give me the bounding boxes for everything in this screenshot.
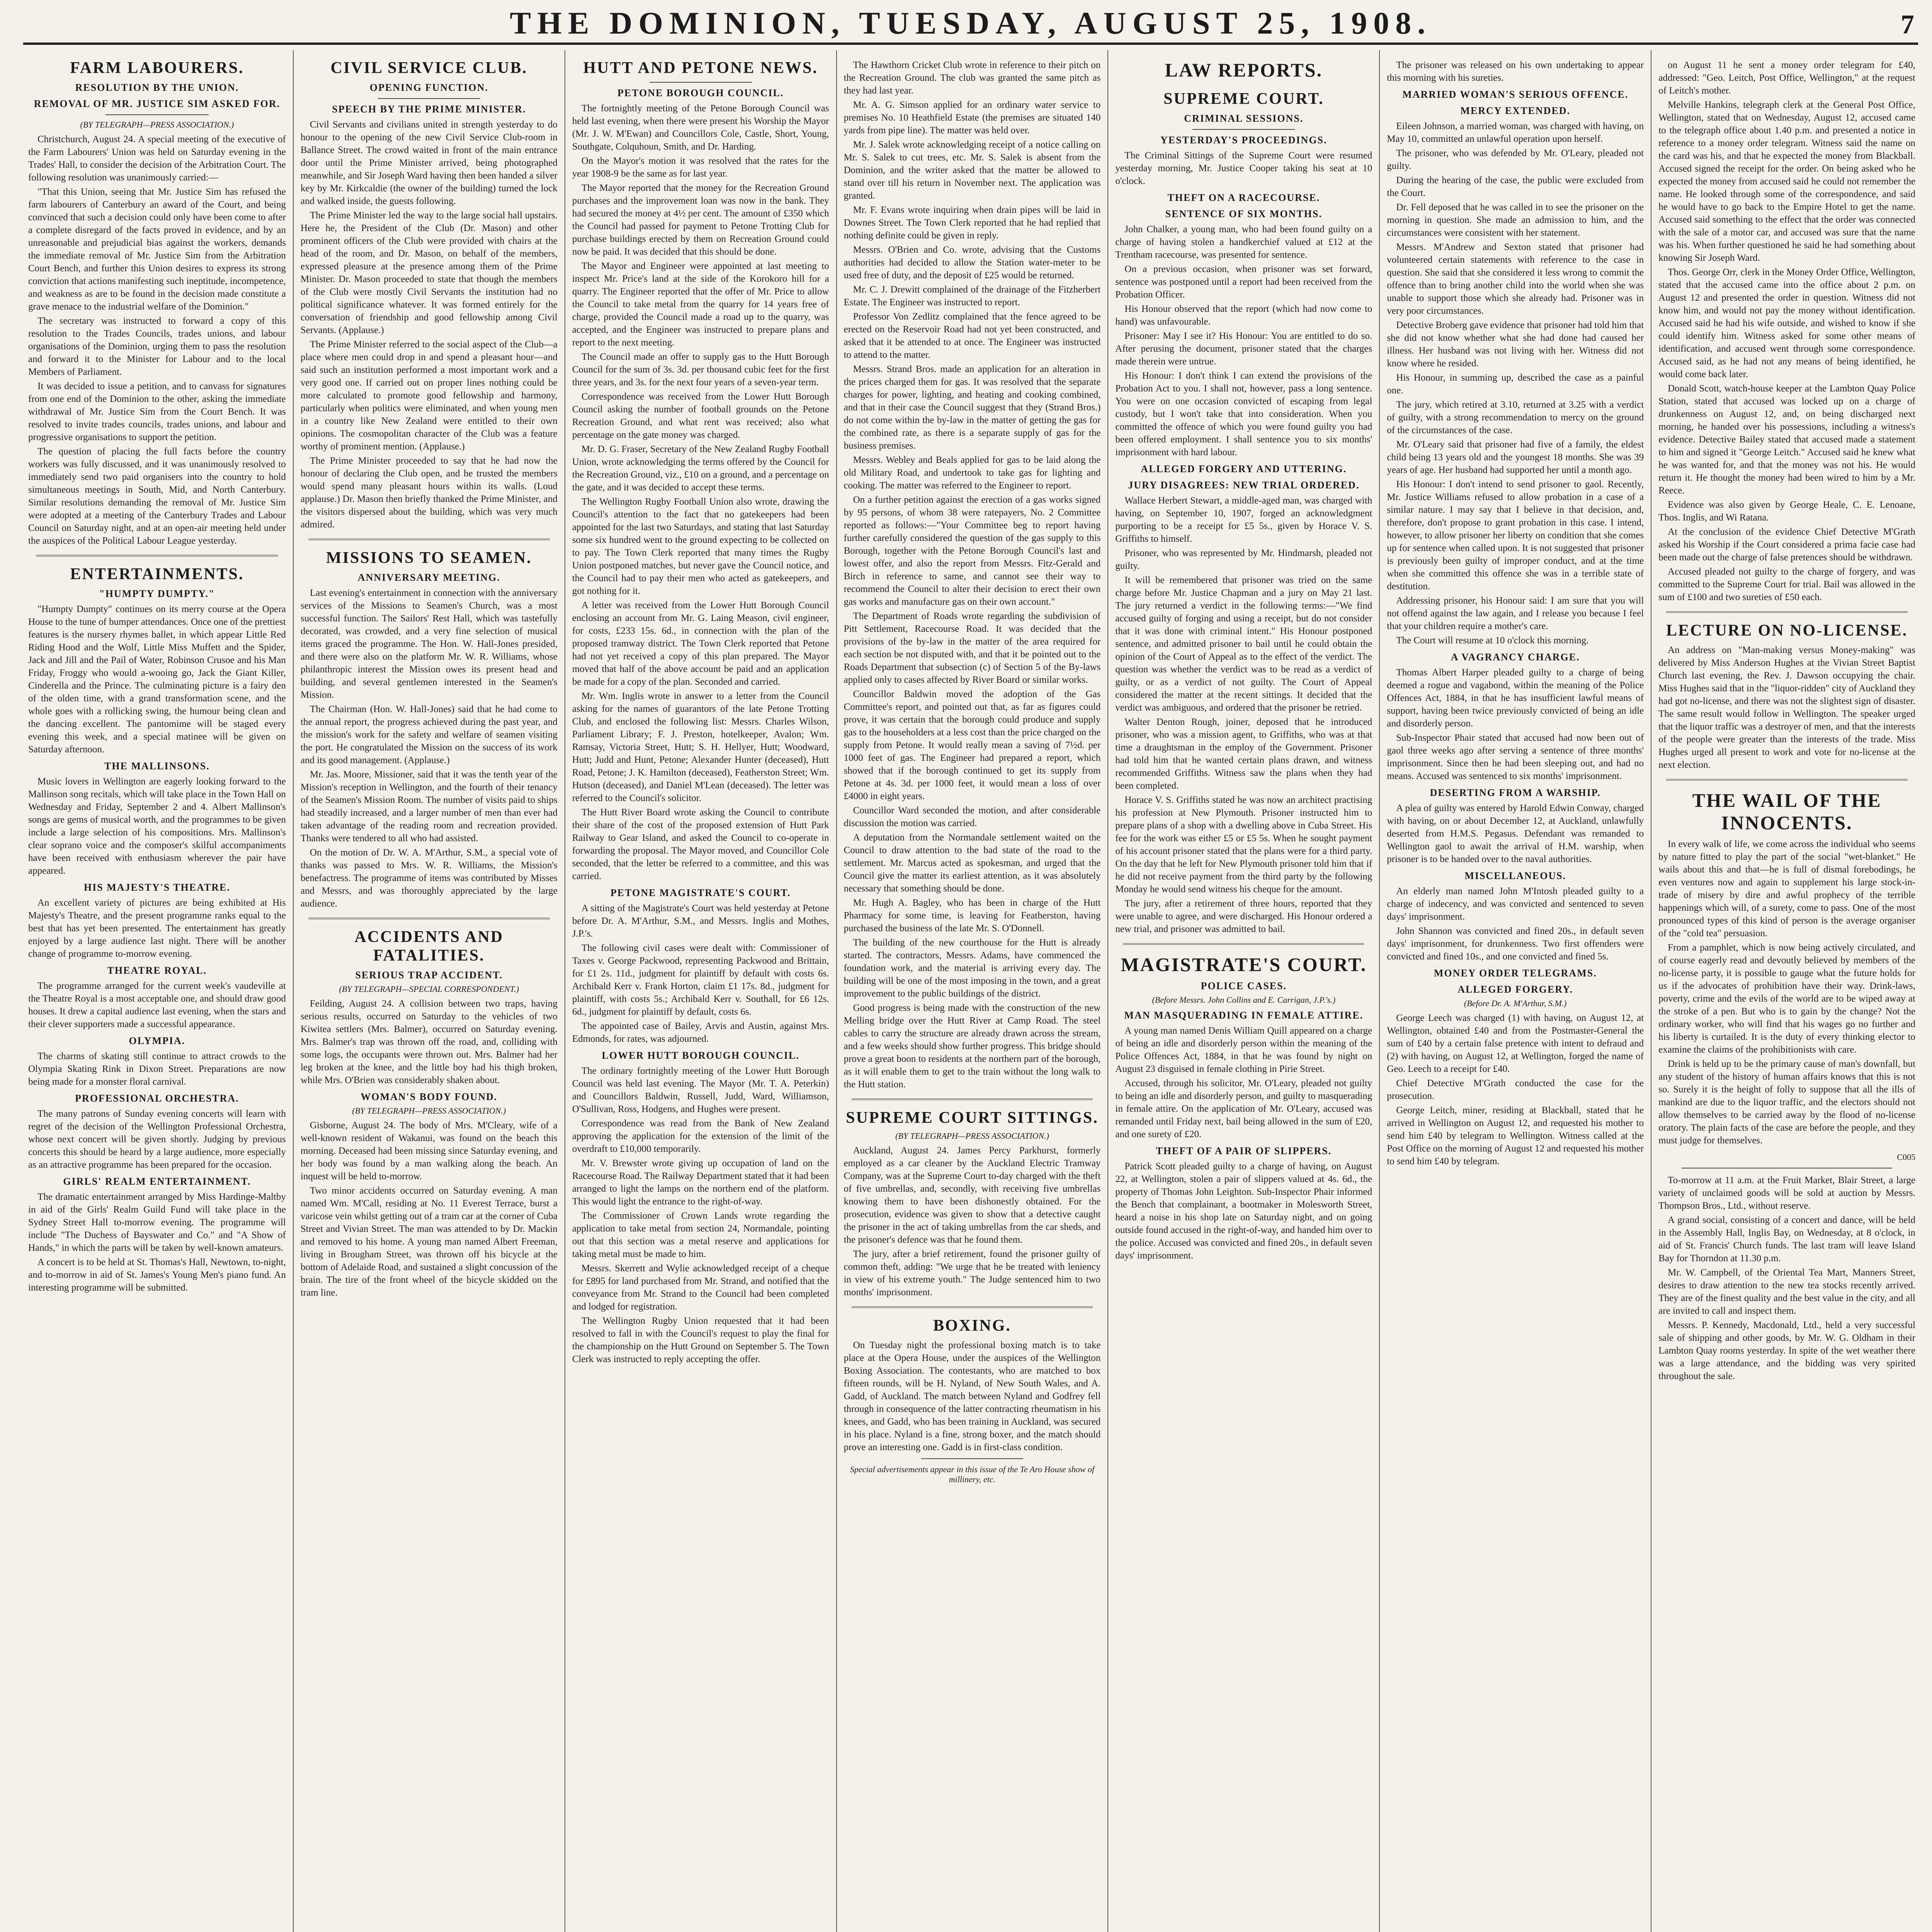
paragraph: Messrs. Webley and Beals applied for gas to be laid along the old Military Road, and undertook to take gas for lighting and cooking. The matter was referred to the Engineer to report.: [844, 455, 1101, 491]
subhead: MAN MASQUERADING IN FEMALE ATTIRE.: [1124, 1010, 1364, 1021]
paragraph: Accused pleaded not guilty to the charge of forgery, and was committed to the Supreme Court for trial. Bail was allowed in the sum of £100 and two sureties of £50 each.: [1658, 566, 1915, 602]
subhead: SENTENCE OF SIX MONTHS.: [1165, 208, 1322, 219]
paragraph: The Wellington Rugby Union requested that it had been resolved to fall in with the Council's request to play the final for the championship on the Hutt Ground on September 5. The Town Clerk was instructed to reply accepting the offer.: [572, 1316, 829, 1364]
headline-lecture-no-license: LECTURE ON NO-LICENSE.: [1666, 622, 1908, 639]
paragraph: Chief Detective M'Grath conducted the case for the prosecution.: [1387, 1078, 1644, 1101]
headline-hutt-petone: HUTT AND PETONE NEWS.: [583, 59, 818, 77]
paragraph: The fortnightly meeting of the Petone Borough Council was held last evening, when there were present his Worship the Mayor (Mr. J. W. M'Ewan) and Councillors Cole, Castle, Short, Young, Southgate, Colquhoun, Smith, and Dr. Harding.: [572, 103, 829, 152]
subhead: THEATRE ROYAL.: [107, 965, 207, 976]
paragraph: The Commissioner of Crown Lands wrote regarding the application to take metal from section 24, Normandale, pointing out that this section was a metal reserve and applications for taking metal must be made to him.: [572, 1211, 829, 1259]
paragraph: Detective Broberg gave evidence that prisoner had told him that she did not know whether what she had done had caused her illness. Her husband was not living with her. Witness did not know where he resided.: [1387, 320, 1644, 369]
divider: [105, 114, 209, 115]
paragraph: Mr. V. Brewster wrote giving up occupation of land on the Racecourse Road. The Railway Department stated that it had been arranged to light the lamps on the northern end of the platform. This would light the entrance to the right-of-way.: [572, 1158, 829, 1207]
divider: [852, 1306, 1093, 1308]
subhead: THEFT ON A RACECOURSE.: [1167, 192, 1320, 203]
paragraph: It was decided to issue a petition, and to canvass for signatures from one end of the Dominion to the other, asking the immediate withdrawal of Mr. Justice Sim from the Court Bench. It was resolved to invite trades councils, trades unions, and labour and progressive organisations to support the petition.: [28, 381, 286, 442]
paragraph: To-morrow at 11 a.m. at the Fruit Market, Blair Street, a large variety of unclaimed goods will be sold at auction by Messrs. Thompson Bros., Ltd., without reserve.: [1658, 1175, 1915, 1211]
subhead: CRIMINAL SESSIONS.: [1184, 113, 1304, 124]
paragraph: George Leitch, miner, residing at Blackball, stated that he arrived in Wellington on August 12, and requested his mother to send him £40 by telegram to Wellington. Witness called at the Post Office on the morning of August 12 and requested his mother to send him £40 by telegram.: [1387, 1105, 1644, 1167]
paragraph: The Wellington Rugby Football Union also wrote, drawing the Council's attention to the fact that no gatekeepers had been appointed for the last two Saturdays, and stating that last Saturday some six hundred went to the ground expecting to be collected on to pay. The Town Clerk reported that many times the Rugby Union postponed matches, but never gave the Council notice, and the Council had to pay their men who acted as gatekeepers, and got nothing for it.: [572, 497, 829, 596]
headline-supreme-court-sittings: SUPREME COURT SITTINGS.: [846, 1109, 1099, 1127]
paragraph: A concert is to be held at St. Thomas's Hall, Newtown, to-night, and to-morrow in aid of St. James's Young Men's piano fund. An interesting programme will be submitted.: [28, 1257, 286, 1293]
paragraph: The Criminal Sittings of the Supreme Court were resumed yesterday morning, Mr. Justice Cooper taking his seat at 10 o'clock.: [1115, 150, 1372, 186]
paragraph: On a previous occasion, when prisoner was set forward, sentence was postponed until a report had been received from the Probation Officer.: [1115, 264, 1372, 300]
paragraph: The following civil cases were dealt with: Commissioner of Taxes v. George Packwood, representing Packwood and Brittain, for £1 2s. 11d., judgment for plaintiff by default with costs 6s. Archibald Kerr v. Frank Horton, claim £1 17s. 8d., judgment for plaintiff, with costs 5s.; Archibald Kerr v. Southall, for £6 12s. 6d., judgment for plaintiff by default, costs 6s.: [572, 943, 829, 1017]
paragraph: The Hawthorn Cricket Club wrote in reference to their pitch on the Recreation Ground. The club was granted the same pitch as they had last year.: [844, 60, 1101, 96]
headline-civil-service-club: CIVIL SERVICE CLUB.: [330, 59, 528, 77]
paragraph: The building of the new courthouse for the Hutt is already started. The contractors, Messrs. Adams, have commenced the foundation work, and the material is arriving every day. The building will be one of the most imposing in the town, and a great improvement to the public buildings of the district.: [844, 937, 1101, 999]
paragraph: The appointed case of Bailey, Arvis and Austin, against Mrs. Edmonds, for rates, was adjourned.: [572, 1021, 829, 1044]
paragraph: Mr. J. Salek wrote acknowledging receipt of a notice calling on Mr. S. Salek to cut trees, etc. Mr. S. Salek is absent from the Dominion, and the writer asked that the matter be allowed to stand over till his return in November next. The application was granted.: [844, 139, 1101, 201]
divider: [852, 1099, 1093, 1100]
paragraph: Councillor Ward seconded the motion, and after considerable discussion the motion was carried.: [844, 805, 1101, 828]
paragraph: A deputation from the Normandale settlement waited on the Council to draw attention to the bad state of the road to the settlement. Mr. Marcus acted as spokesman, and urged that the Council give the matter its earliest attention, as it was absolutely necessary that something should be done.: [844, 832, 1101, 894]
paragraph: Last evening's entertainment in connection with the anniversary services of the Missions to Seamen's Church, was a most successful function. The Sailors' Rest Hall, which was tastefully decorated, was crowded, and a very fine selection of musical items graced the programme. The Hon. W. Hall-Jones presided, and there were also on the platform Mr. W. R. Williams, whose philanthropic interest the Mission owes its present head and building, and several gentlemen interested in the Seamen's Mission.: [300, 588, 558, 700]
paragraph: The programme arranged for the current week's vaudeville at the Theatre Royal is a most acceptable one, and should draw good houses. It drew a capital audience last evening, when the stars and their clever supporters made a successful appearance.: [28, 981, 286, 1029]
paragraph: On the motion of Dr. W. A. M'Arthur, S.M., a special vote of thanks was passed to Mrs. W. R. Williams, the Mission's benefactress. The programme of items was contributed by Misses and Messrs, and was thoroughly appreciated by the large audience.: [300, 847, 558, 909]
paragraph: Professor Von Zedlitz complained that the fence agreed to be erected on the Reservoir Road had not yet been constructed, and asked that it be attended to at once. The Engineer was instructed to attend to the matter.: [844, 311, 1101, 360]
divider: [921, 1458, 1024, 1459]
paragraph: On a further petition against the erection of a gas works signed by 95 persons, of whom 38 were ratepayers, No. 2 Committee reported as follows:—"Your Committee beg to report having further carefully considered the question of the gas supply to this Borough, together with the Petone Borough Council's last and lowest offer, and also the report from Messrs. Fitz-Gerald and Birch in reference to same, and cannot see their way to recommend the Council to alter their decision to erect their own gas works and manufacture gas on their own account.": [844, 495, 1101, 607]
subhead: RESOLUTION BY THE UNION.: [75, 82, 239, 93]
paragraph: A plea of guilty was entered by Harold Edwin Conway, charged with having, on or about December 12, at Auckland, unlawfully deserted from H.M.S. Pegasus. Defendant was remanded to Wellington gaol to await the arrival of H.M. warship, when prisoner is to be handed over to the naval authorities.: [1387, 803, 1644, 864]
headline-entertainments: ENTERTAINMENTS.: [70, 565, 244, 583]
paragraph: on August 11 he sent a money order telegram for £40, addressed: "Geo. Leitch, Post Office, Wellington," at the request of Leitch's mother.: [1658, 60, 1915, 96]
paragraph: Eileen Johnson, a married woman, was charged with having, on May 10, committed an unlawful operation upon herself.: [1387, 121, 1644, 144]
paragraph: A grand social, consisting of a concert and dance, will be held in the Assembly Hall, Inglis Bay, on Wednesday, at 8 o'clock, in aid of St. Francis' Church funds. The last tram will leave Island Bay for Thorndon at 11.30 p.m.: [1658, 1215, 1915, 1264]
subhead: JURY DISAGREES: NEW TRIAL ORDERED.: [1128, 480, 1360, 491]
paragraph: Auckland, August 24. James Percy Parkhurst, formerly employed as a car cleaner by the Auckland Electric Tramway Company, was at the Supreme Court to-day charged with the theft of five umbrellas, and, secondly, with receiving five umbrellas knowing them to have been dishonestly obtained. For the prosecution, evidence was given to show that a detective caught the prisoner in the act of taking umbrellas from the car sheds, and the prisoner's defence was that he found them.: [844, 1145, 1101, 1245]
byline: (BY TELEGRAPH—PRESS ASSOCIATION.): [80, 120, 234, 129]
paragraph: It will be remembered that prisoner was tried on the same charge before Mr. Justice Chapman and a jury on May 21 last. The jury returned a verdict in the following terms:—"We find accused guilty of forging and using a receipt, but do not consider that it was done with criminal intent." His Honour postponed sentence, and admitted prisoner to bail until he could obtain the opinion of the Court of Appeal as to the effect of the verdict. The question was whether the verdict was to be read as a verdict of guilty, or as a verdict of not guilty. The Court of Appeal considered the matter at the recent sittings. It decided that the verdict was ambiguous, and ordered that the prisoner be retried.: [1115, 575, 1372, 713]
paragraph: Councillor Baldwin moved the adoption of the Gas Committee's report, and pointed out that, as far as figures could prove, it was certain that the borough could produce and supply gas to the householders at a less cost than the price charged on the supply from Petone. It would really mean a saving of 7½d. per 1000 feet of gas. The Engineer had prepared a report, which showed that if the borough continued to get its supply from Petone at 4s. 3d. per 1000 feet, it would mean a loss of over £4000 in eight years.: [844, 689, 1101, 801]
subhead: ALLEGED FORGERY AND UTTERING.: [1141, 463, 1347, 474]
paragraph: Mr. C. J. Drewitt complained of the drainage of the Fitzherbert Estate. The Engineer was instructed to report.: [844, 284, 1101, 308]
headline-boxing: BOXING.: [933, 1317, 1011, 1335]
paragraph: "Humpty Dumpty" continues on its merry course at the Opera House to the tune of bumper attendances. Once one of the prettiest features is the nursery rhymes ballet, in which appear Little Red Riding Hood and the Wolf, Little Miss Muffett and the Spider, Jack and Jill and the Pail of Water, Robinson Crusoe and his Man Friday, Froggy who would a-wooing go, Jack the Giant Killer, Cinderella and the Prince. The culminating picture is a fairy den of the olden time, with a grand transformation scene, and the whole goes with a rollicking swing, the humour being clean and the dancing excellent. The pantomime will be staged every evening this week, and a special matinee will be given on Saturday afternoon.: [28, 604, 286, 755]
masthead-title: THE DOMINION, TUESDAY, AUGUST 25, 1908.: [510, 5, 1432, 41]
paragraph: George Leech was charged (1) with having, on August 12, at Wellington, obtained £40 and from the Postmaster-General the sum of £40 by a certain false pretence with intent to defraud and (2) with having, on August 12, at Wellington, forged the name of Geo. Leech to a receipt for £40.: [1387, 1013, 1644, 1074]
column-1: [21, 50, 293, 1932]
byline: (Before Messrs. John Collins and E. Carrigan, J.P.'s.): [1152, 995, 1336, 1005]
paragraph: Prisoner, who was represented by Mr. Hindmarsh, pleaded not guilty.: [1115, 548, 1372, 571]
paragraph: Civil Servants and civilians united in strength yesterday to do honour to the opening of the new Civil Service Club-room in Ballance Street. The crowd waited in front of the main entrance door until the Prime Minister arrived, being photographed meanwhile, and Sir Joseph Ward having then been handed a silver key by Mr. Kirkcaldie (the owner of the building) turned the lock and walked inside, the guests following.: [300, 119, 558, 206]
paragraph: His Honour: I don't think I can extend the provisions of the Probation Act to you. I shall not, however, pass a long sentence. You were on one occasion convicted of escaping from legal custody, but I won't take that into consideration. When you committed the offence of which you were found guilty you had been offered employment. I shall sentence you to six months' imprisonment with hard labour.: [1115, 371, 1372, 457]
paragraph: The Hutt River Board wrote asking the Council to contribute their share of the cost of the proposed extension of Hutt Park Railway to Gear Island, and asked the Council to co-operate in forwarding the proposal. The Mayor moved, and Councillor Cole seconded, that the letter be referred to a committee, and this was carried.: [572, 807, 829, 881]
paragraph: Correspondence was read from the Bank of New Zealand approving the application for the extension of the limit of the overdraft to £10,000 temporarily.: [572, 1118, 829, 1154]
paragraph: The Prime Minister led the way to the large social hall upstairs. Here he, the President of the Club (Dr. Mason) and other prominent officers of the Club were provided with chairs at the head of the room, and Dr. Mason, on behalf of the members, expressed pleasure at the presence among them of the Prime Minister. Dr. Mason proceeded to state that though the members of the Club were mostly Civil Servants the institution had no political significance whatever. It was formed entirely for the conversation of friendship and good fellowship among Civil Servants. (Applause.): [300, 210, 558, 335]
paragraph: The Court will resume at 10 o'clock this morning.: [1396, 635, 1589, 646]
paragraph: His Honour: I don't intend to send prisoner to gaol. Recently, Mr. Justice Williams refused to allow probation in a case of a similar nature. I may say that I believe in that decision, and, therefore, don't propose to grant probation in this case. I intend, however, to allow prisoner her liberty on condition that she comes up for sentence when called upon. It is not suggested that prisoner is previously been guilty of improper conduct, and at the time when she committed this offence she was in a terrible state of destitution.: [1387, 479, 1644, 592]
column-2: [293, 50, 565, 1932]
paragraph: The secretary was instructed to forward a copy of this resolution to the Trades Councils, trades unions, and labour organisations of the Dominion, urging them to pass the resolution and forward it to the Minister for Labour and to the local Members of Parliament.: [28, 316, 286, 377]
paragraph: The Prime Minister proceeded to say that he had now the honour of declaring the Club open, and he trusted the members would spend many pleasant hours within its walls. (Loud applause.) Dr. Mason then briefly thanked the Prime Minister, and the visitors dispersed about the building, which was very much admired.: [300, 456, 558, 530]
paragraph: The jury, which retired at 3.10, returned at 3.25 with a verdict of guilty, with a strong recommendation to mercy on the ground of the circumstances of the case.: [1387, 400, 1644, 435]
paragraph: John Chalker, a young man, who had been found guilty on a charge of having stolen a handkerchief valued at £12 at the Trentham racecourse, was presented for sentence.: [1115, 224, 1372, 260]
paragraph: Mr. F. Evans wrote inquiring when drain pipes will be laid in Downes Street. The Town Clerk reported that he had replied that nothing definite could be given in reply.: [844, 205, 1101, 241]
subhead: A VAGRANCY CHARGE.: [1451, 651, 1580, 663]
paragraph: The prisoner was released on his own undertaking to appear this morning with his sureties.: [1387, 60, 1644, 83]
paragraph: Prisoner: May I see it? His Honour: You are entitled to do so. After perusing the document, prisoner stated that the charges made therein were untrue.: [1115, 331, 1372, 367]
headline-magistrates-court: MAGISTRATE'S COURT.: [1121, 954, 1367, 975]
subhead: WOMAN'S BODY FOUND.: [361, 1091, 498, 1102]
subhead: ANNIVERSARY MEETING.: [357, 572, 500, 583]
headline-missions-to-seamen: MISSIONS TO SEAMEN.: [326, 549, 532, 567]
headline-accidents: ACCIDENTS AND FATALITIES.: [354, 928, 504, 964]
paragraph: The jury, after a retirement of three hours, reported that they were unable to agree, and were discharged. His Honour ordered a new trial, and prisoner was admitted to bail.: [1115, 898, 1372, 934]
byline: (BY TELEGRAPH—PRESS ASSOCIATION.): [352, 1106, 506, 1116]
paragraph: From a pamphlet, which is now being actively circulated, and of course eagerly read and devoutly believed by members of the no-license party, it is possible to gauge what the future holds for us if the advocates of prohibition have their way. Drink-laws, poverty, crime and the evils of the world are to be wiped away at the stroke of a pen. But who is to gain by the change? Not the ordinary worker, who will find that his wages go no further and his liberty is curtailed. It is the duty of every thinking elector to examine the claims of the prohibitionists with care.: [1658, 942, 1915, 1055]
subhead: LOWER HUTT BOROUGH COUNCIL.: [602, 1050, 799, 1061]
subhead: DESERTING FROM A WARSHIP.: [1430, 787, 1601, 798]
divider: [1192, 129, 1295, 130]
paragraph: Good progress is being made with the construction of the new Melling bridge over the Hutt River at Camp Road. The steel cables to carry the structure are already drawn across the stream, and a few weeks should show further progress. This bridge should prove a great boon to residents at the northern part of the borough, as it will enable them to get to the train without the long walk to the Hutt station.: [844, 1003, 1101, 1090]
paragraph: A young man named Denis William Quill appeared on a charge of being an idle and disorderly person within the meaning of the Police Offences Act, 1884, in that he was found by night on August 23 disguised in female clothing in Pirie Street.: [1115, 1026, 1372, 1074]
subhead: ALLEGED FORGERY.: [1458, 984, 1573, 995]
paragraph: Mr. A. G. Simson applied for an ordinary water service to premises No. 10 Heathfield Estate (the premises are situated 140 yards from pipe line). The matter was held over.: [844, 100, 1101, 136]
subhead: PETONE MAGISTRATE'S COURT.: [610, 887, 791, 898]
paragraph: Music lovers in Wellington are eagerly looking forward to the Mallinson song recitals, which will take place in the Town Hall on Wednesday and Friday, September 2 and 4. Albert Mallinson's songs are gems of musical worth, and the programmes to be given include a large selection of his compositions. Mrs. Mallinson's clear soprano voice and the composer's skilful accompaniments have been received with enthusiasm wherever the pair have appeared.: [28, 776, 286, 876]
paragraph: Drink is held up to be the primary cause of man's downfall, but any student of the history of human affairs knows that this is not so. Surely it is the height of folly to suppose that all the ills of mankind are due to the liquor traffic, and the electors should not allow themselves to be carried away by the flood of no-license oratory. The plain facts of the case are before the people, and they must judge for themselves.: [1658, 1059, 1915, 1146]
paragraph: His Honour observed that the report (which had now come to hand) was unfavourable.: [1115, 304, 1372, 327]
paragraph: His Honour, in summing up, described the case as a painful one.: [1387, 372, 1644, 396]
paragraph: Messrs. O'Brien and Co. wrote, advising that the Customs authorities had decided to allow the Station water-meter to be used free of duty, and the deposit of £25 would be returned.: [844, 245, 1101, 281]
paragraph: Dr. Fell deposed that he was called in to see the prisoner on the morning in question. She made an admission to him, and the circumstances were consistent with her statement.: [1387, 202, 1644, 238]
subhead: MONEY ORDER TELEGRAMS.: [1434, 968, 1597, 979]
masthead: [23, 4, 1918, 45]
paragraph: "That this Union, seeing that Mr. Justice Sim has refused the farm labourers of Canterbury an award of the Court, and being convinced that such a decision could only have been come to after a complete disregard of the facts proved in evidence, and by an unreasonable and prejudicial bias against the workers, demands the immediate removal of Mr. Justice Sim from the Arbitration Court Bench, and further this Union desires to express its strong conviction that actions manifesting such ineptitude, incompetence, and weakness as are to be found in the decision made constitute a grave menace to the industrial welfare of the Dominion.": [28, 187, 286, 312]
paragraph: The ordinary fortnightly meeting of the Lower Hutt Borough Council was held last evening. The Mayor (Mr. T. A. Peterkin) and Councillors Baldwin, Russell, Judd, Ward, Williamson, O'Sullivan, Ross, Hodgens, and Hughes were present.: [572, 1066, 829, 1114]
page-number: 7: [1901, 10, 1914, 39]
subhead: THE MALLINSONS.: [104, 760, 210, 772]
paragraph: An elderly man named John M'Intosh pleaded guilty to a charge of indecency, and was convicted and sentenced to seven days' imprisonment.: [1387, 886, 1644, 922]
byline: (Before Dr. A. M'Arthur, S.M.): [1464, 998, 1567, 1008]
paragraph: Patrick Scott pleaded guilty to a charge of having, on August 22, at Wellington, stolen a pair of slippers valued at 4s. 6d., the property of Thomas John Leighton. Sub-Inspector Phair informed the Bench that complainant, a bootmaker in Molesworth Street, heard a noise in his shop late on Saturday night, and on going outside found accused in the right-of-way, and handed him over to the police. Accused was convicted and fined 20s., in default seven days' imprisonment.: [1115, 1161, 1372, 1261]
paragraph: John Shannon was convicted and fined 20s., in default seven days' imprisonment, for drunkenness. Two first offenders were convicted and fined 10s., and one convicted and fined 5s.: [1387, 926, 1644, 962]
paragraph: Messrs. Strand Bros. made an application for an alteration in the prices charged them for gas. It was resolved that the separate charges for power, lighting, and heating and cooking combined, and that in their case the Council suggest that they (Strand Bros.) do not come within the by-law in the matter of getting the gas for the combined rate, as there is a separate supply of gas for the business premises.: [844, 364, 1101, 451]
ad-code: C005: [1897, 1152, 1915, 1162]
column-4: [836, 50, 1108, 1932]
paragraph: During the hearing of the case, the public were excluded from the Court.: [1387, 175, 1644, 198]
paragraph: An excellent variety of pictures are being exhibited at His Majesty's Theatre, and the present programme ranks equal to the best that has yet been presented. The entertainment has greatly enjoyed by a large audience last night. There will be another change of programme to-morrow evening.: [28, 898, 286, 959]
paragraph: Thomas Albert Harper pleaded guilty to a charge of being deemed a rogue and vagabond, within the meaning of the Police Offences Act, 1884, in that he has insufficient lawful means of support, having been twice previously convicted of being an idle and disorderly person.: [1387, 667, 1644, 729]
columns: [21, 50, 1922, 1932]
byline: (BY TELEGRAPH—PRESS ASSOCIATION.): [895, 1131, 1049, 1141]
paragraph: Mr. O'Leary said that prisoner had five of a family, the eldest child being 13 years old and the youngest 18 months. She was 39 years of age. Her husband had supported her until a month ago.: [1387, 439, 1644, 475]
paragraph: Melville Hankins, telegraph clerk at the General Post Office, Wellington, stated that on Wednesday, August 12, accused came to the telegraph office about 1.40 p.m. and presented a notice in reference to a money order telegram. Witness said the name on the card was his, and that he expected the money from Blackball. Accused signed the receipt for the order. On being asked who he expected the money from accused said he could not remember the name. He looked through some of the correspondence, and said he would have to go back to the Empire Hotel to get the name. Accused said something to the effect that the order was connected with the sale of a motor car, and accused was sure that the name was his. When further questioned he said he had something about knowing Sir Joseph Ward.: [1658, 100, 1915, 263]
divider: [308, 918, 550, 919]
paragraph: The jury, after a brief retirement, found the prisoner guilty of common theft, adding: "We urge that he be treated with leniency in view of his extreme youth." The Judge sentenced him to two months' imprisonment.: [844, 1249, 1101, 1298]
subhead-supreme-court: SUPREME COURT.: [1163, 90, 1324, 108]
paragraph: Mr. Hugh A. Bagley, who has been in charge of the Hutt Pharmacy for some time, is leaving for Featherston, having purchased the business of the late Mr. S. O'Donnell.: [844, 898, 1101, 934]
advertisement-note: Special advertisements appear in this issue of the Te Aro House show of millinery, etc.: [850, 1464, 1095, 1484]
subhead: SERIOUS TRAP ACCIDENT.: [355, 969, 503, 981]
subhead: MERCY EXTENDED.: [1460, 105, 1571, 116]
paragraph: On the Mayor's motion it was resolved that the rates for the year 1908-9 be the same as for last year.: [572, 156, 829, 179]
paragraph: The Chairman (Hon. W. Hall-Jones) said that he had come to the annual report, the progress achieved during the past year, and the mission's work for the safety and welfare of seamen visiting the port. He congratulated the Mission on the success of its work and its good management. (Applause.): [300, 704, 558, 765]
paragraph: The Mayor reported that the money for the Recreation Ground purchases and the improvement loan was now in the bank. They had secured the money at 4½ per cent. The amount of £350 which the Council had passed for payment to Petone Trotting Club for purchase buildings erected by them on Recreation Ground could now be paid. It was decided that this should be done.: [572, 183, 829, 257]
paragraph: On Tuesday night the professional boxing match is to take place at the Opera House, under the auspices of the Wellington Boxing Association. The contestants, who are matched to box fifteen rounds, will be H. Nyland, of New South Wales, and A. Gadd, of Auckland. The match between Nyland and Godfrey fell through in consequence of the latter contracting rheumatism in his knees, and Gadd, who has been training in Auckland, was secured in his place. Nyland is a fine, strong boxer, and the match should prove an interesting one. Gadd is in first-class condition.: [844, 1340, 1101, 1452]
paragraph: Walter Denton Rough, joiner, deposed that he introduced prisoner, who was a mission agent, to Griffiths, who was at that time a draughtsman in the employ of the Government. Prisoner had told him that he wanted certain plans drawn, and witness recommended Griffiths. Witness saw the plans when they had been completed.: [1115, 717, 1372, 791]
subhead: HIS MAJESTY'S THEATRE.: [83, 882, 230, 893]
headline-farm-labourers: FARM LABOURERS.: [70, 59, 244, 77]
column-6: [1379, 50, 1651, 1932]
subhead: OLYMPIA.: [129, 1035, 185, 1046]
paragraph: Gisborne, August 24. The body of Mrs. M'Cleary, wife of a well-known resident of Wakanui, was found on the beach this morning. Deceased had been missing since Saturday evening, and her body was found by a man walking along the beach. An inquest will be held to-morrow.: [300, 1120, 558, 1182]
paragraph: Thos. George Orr, clerk in the Money Order Office, Wellington, stated that the accused came into the office about 2 p.m. on August 12 and presented the order in question. Witness did not know him, and would not pay the money without identification. Accused said he had his wife outside, and wished to know if she could identify him. Witness asked for some other means of identification, and accused went through some correspondence. Accused said, as he had not any means of being identified, he would come back later.: [1658, 267, 1915, 379]
paragraph: Wallace Herbert Stewart, a middle-aged man, was charged with having, on September 10, 1907, forged an acknowledgment purporting to be a receipt for £5 5s., given by Horace V. S. Griffiths to himself.: [1115, 495, 1372, 544]
paragraph: An address on "Man-making versus Money-making" was delivered by Miss Anderson Hughes at the Vivian Street Baptist Church last evening, the Rev. J. Dawson occupying the chair. Miss Hughes said that in the "liquor-ridden" city of Auckland they had got no-license, and there was not the slightest sign of disaster. The same result would follow in Wellington. The speaker urged that the liquor traffic was a destroyer of men, and that the interests of the people were greater than the interests of the trade. Miss Hughes urged all present to work and vote for no-license at the next election.: [1658, 645, 1915, 770]
byline: (BY TELEGRAPH—SPECIAL CORRESPONDENT.): [339, 984, 519, 994]
paragraph: The Prime Minister referred to the social aspect of the Club—a place where men could drop in and spend a pleasant hour—and said such an institution performed a most important work and a very good one. If carried out on proper lines nothing could be more calculated to promote good fellowship and harmony, particularly when politics were eliminated, and when young men in a country like New Zealand were entitled to their own opinions. The cosmopolitan character of the Club was a feature worthy of prominent mention. (Applause.): [300, 339, 558, 452]
subhead: GIRLS' REALM ENTERTAINMENT.: [63, 1176, 251, 1187]
paragraph: Mr. Jas. Moore, Missioner, said that it was the tenth year of the Mission's reception in Wellington, and the fourth of their tenancy of the Seamen's Mission Room. The number of visits paid to ships had steadily increased, and a larger number of men than ever had taken advantage of the reading room and recreation provided. Thanks were tendered to all who had assisted.: [300, 769, 558, 844]
paragraph: A sitting of the Magistrate's Court was held yesterday at Petone before Dr. A. M'Arthur, S.M., and Messrs. Inglis and Mothes, J.P.'s.: [572, 903, 829, 939]
divider: [1123, 943, 1364, 945]
paragraph: Messrs. M'Andrew and Sexton stated that prisoner had volunteered certain statements with reference to the case in question. She said that she considered it less wrong to commit the offence than to bring another child into the world when she was unable to support those which she already had. Prisoner was in very poor circumstances.: [1387, 242, 1644, 316]
paragraph: Mr. D. G. Fraser, Secretary of the New Zealand Rugby Football Union, wrote acknowledging the terms offered by the Council for the Recreation Ground, viz., £10 on a ground, and a percentage on the gate, and it was decided to accept these terms.: [572, 444, 829, 493]
divider: [1666, 611, 1908, 613]
subhead: POLICE CASES.: [1201, 980, 1287, 992]
paragraph: At the conclusion of the evidence Chief Detective M'Grath asked his Worship if the Court considered a prima facie case had been made out the charge of false pretences should be withdrawn.: [1658, 527, 1915, 563]
subhead: MARRIED WOMAN'S SERIOUS OFFENCE.: [1402, 89, 1629, 100]
paragraph: Two minor accidents occurred on Saturday evening. A man named Wm. M'Call, residing at No. 11 Everest Terrace, burst a varicose vein whilst getting out of a tram car at the corner of Cuba Street and Vivian Street. The man was attended to by Dr. Mackin and removed to his home. A young man named Albert Freeman, living in Brougham Street, was thrown off his bicycle at the bottom of Adelaide Road, and sustained a slight concussion of the brain. The tire of the front wheel of the bicycle skidded on the tram line.: [300, 1185, 558, 1298]
paragraph: Messrs. P. Kennedy, Macdonald, Ltd., held a very successful sale of shipping and other goods, by Mr. W. G. Oldham in their Lambton Quay rooms yesterday. In spite of the wet weather there was a large attendance, and the bidding was very spirited throughout the sale.: [1658, 1320, 1915, 1381]
subhead: YESTERDAY'S PROCEEDINGS.: [1160, 134, 1327, 146]
paragraph: Mr. W. Campbell, of the Oriental Tea Mart, Manners Street, desires to draw attention to the new tea stocks recently arrived. They are of the finest quality and the best value in the city, and all are invited to call and inspect them.: [1658, 1267, 1915, 1316]
paragraph: Sub-Inspector Phair stated that accused had now been out of gaol three weeks ago after serving a sentence of three months' imprisonment. Since then he had been sleeping out, and had no means. Accused was sentenced to six months' imprisonment.: [1387, 733, 1644, 781]
divider: [36, 555, 278, 556]
paragraph: The Council made an offer to supply gas to the Hutt Borough Council for the sum of 3s. 3d. per thousand cubic feet for the first three years, and 3s. for the next four years of a seven-year term.: [572, 352, 829, 388]
paragraph: Donald Scott, watch-house keeper at the Lambton Quay Police Station, stated that accused was locked up on a charge of drunkenness on August 12, and, on being discharged next morning, he handed over his possessions, including a witness's evidence. Detective Bailey stated that accused made a statement to him and signed it "George Leitch." Accused said he knew what he was wanted for, and that the money was not his. He would return it. He thought the money had been wired to him by a Mr. Reece.: [1658, 383, 1915, 496]
paragraph: The charms of skating still continue to attract crowds to the Olympia Skating Rink in Dixon Street. Preparations are now being made for a monster floral carnival.: [28, 1051, 286, 1087]
paragraph: The prisoner, who was defended by Mr. O'Leary, pleaded not guilty.: [1387, 148, 1644, 171]
paragraph: Horace V. S. Griffiths stated he was now an architect practising his profession at New Plymouth. Prisoner instructed him to prepare plans of a shop with a dwelling above in Cuba Street. His fee for the work was either £5 or £5 5s. When he sought payment of his account prisoner stated that the plans were for a third party. On the day that he left for New Plymouth prisoner told him that if he did not receive payment from the third party by the following Monday he would send witness his cheque for the amount.: [1115, 795, 1372, 895]
paragraph: Messrs. Skerrett and Wylie acknowledged receipt of a cheque for £895 for land purchased from Mr. Strand, and notified that the conveyance from Mr. Strand to the Council had been completed and lodged for registration.: [572, 1263, 829, 1312]
paragraph: Correspondence was received from the Lower Hutt Borough Council asking the number of football grounds on the Petone Recreation Ground, and what rent was received; also what percentage on the gate money was charged.: [572, 391, 829, 440]
paragraph: The Department of Roads wrote regarding the subdivision of Pitt Settlement, Racecourse Road. It was decided that the provisions of the by-law in the matter of the area required for each section be not disputed with, and that it be pointed out to the Roads Department that subsection (c) of Section 5 of the By-laws applied only to cases affected by River Board or similar works.: [844, 611, 1101, 685]
paragraph: The dramatic entertainment arranged by Miss Hardinge-Maltby in aid of the Girls' Realm Guild Fund will take place in the Sydney Street Hall to-morrow evening. The programme will include "The Duchess of Bayswater and Co." and "A Show of Hands," in which the parts will be taken by well-known amateurs.: [28, 1192, 286, 1253]
subhead: OPENING FUNCTION.: [369, 82, 488, 93]
paragraph: A letter was received from the Lower Hutt Borough Council enclosing an account from Mr. G. Laing Meason, civil engineer, for costs, £233 15s. 6d., in connection with the plan of the proposed tramway district. The Town Clerk reported that Petone had not yet received a copy of this plan prepared. The Mayor moved that half of the above account be paid and an application be made for a copy of the plan. Seconded and carried.: [572, 600, 829, 687]
subhead: SPEECH BY THE PRIME MINISTER.: [332, 104, 526, 115]
headline-law-reports: LAW REPORTS.: [1165, 59, 1323, 81]
subhead: PROFESSIONAL ORCHESTRA.: [75, 1093, 239, 1104]
paragraph: The Mayor and Engineer were appointed at last meeting to inspect Mr. Price's land at the side of the Korokoro hill for a quarry. The Engineer reported that the offer of Mr. Price to allow the Council to take metal from the quarry for 14 years free of charge, provided the Council made a road up to the quarry, was accepted, and the Engineer was instructed to prepare plans and report to the next meeting.: [572, 261, 829, 348]
paragraph: Feilding, August 24. A collision between two traps, having serious results, occurred on Saturday to the vehicles of two Kiwitea settlers (Mrs. Balmer), occurred on Saturday evening. Mrs. Balmer's trap was thrown off the road, and, colliding with some logs, the occupants were thrown out. Mrs. Balmer had her leg broken at the knee, and the little boy had his thigh broken, while Mrs. O'Brien was considerably shaken about.: [300, 998, 558, 1085]
paragraph: Mr. Wm. Inglis wrote in answer to a letter from the Council asking for the names of guarantors of the late Petone Trotting Club, and enclosed the following list: Messrs. Charles Wilson, Parliament Library; F. J. Preston, hotelkeeper, Avalon; Wm. Ramsay, Victoria Street, Hutt; S. H. Hellyer, Hutt; Woodward, Hutt; Judd and Hunt, Petone; Alexander Hunter (deceased), Hutt Road, Petone; J. K. Hamilton (deceased), Featherston Street; Wm. Hutson (deceased), and Daniel M'Lean (deceased). The letter was referred to the Council's solicitor.: [572, 691, 829, 803]
paragraph: The question of placing the full facts before the country workers was fully discussed, and it was unanimously resolved to immediately send two paid organisers into the country to hold simultaneous meetings in South, Mid, and North Canterbury. Similar resolutions demanding the removal of Mr. Justice Sim were adopted at a meeting of the Canterbury Trades and Labour Council on Saturday night, and at an open-air meeting held under the auspices of the Political Labour League yesterday.: [28, 446, 286, 546]
divider: [1666, 779, 1908, 781]
paragraph: Christchurch, August 24. A special meeting of the executive of the Farm Labourers' Union was held on Saturday evening in the Trades' Hall, to consider the decision of the Arbitration Court. The following resolution was unanimously carried:—: [28, 134, 286, 183]
subhead: THEFT OF A PAIR OF SLIPPERS.: [1156, 1145, 1332, 1156]
paragraph: Accused, through his solicitor, Mr. O'Leary, pleaded not guilty to being an idle and disorderly person, and guilty to masquerading in female attire. On the application of Mr. O'Leary, accused was remanded until Friday next, bail being allowed in the sum of £20, and one surety of £20.: [1115, 1078, 1372, 1139]
paragraph: The many patrons of Sunday evening concerts will learn with regret of the decision of the Wellington Professional Orchestra, whose next concert will be given shortly. Judging by previous concerts this should be heard by a large audience, more especially as an attractive programme has been prepared for the occasion.: [28, 1109, 286, 1170]
paragraph: Addressing prisoner, his Honour said: I am sure that you will not offend against the law again, and I release you because I feel that your children require a mother's care.: [1387, 595, 1644, 631]
divider: [308, 539, 550, 540]
divider: [378, 98, 480, 99]
subhead: "HUMPTY DUMPTY.": [99, 588, 215, 599]
subhead: MISCELLANEOUS.: [1464, 870, 1566, 881]
subhead: PETONE BOROUGH COUNCIL.: [617, 87, 784, 99]
column-5: [1107, 50, 1379, 1932]
column-7: [1651, 50, 1922, 1932]
headline-wail-of-innocents: THE WAIL OF THE INNOCENTS.: [1692, 789, 1882, 833]
paragraph: Evidence was also given by George Heale, C. E. Lenoane, Thos. Inglis, and Wi Ratana.: [1658, 500, 1915, 523]
subhead: REMOVAL OF MR. JUSTICE SIM ASKED FOR.: [34, 98, 281, 109]
paragraph: In every walk of life, we come across the individual who seems by nature fitted to play the part of the social "wet-blanket." He wails about this and that—he is full of dismal forebodings, he even ventures now and again to supplement his large stock-in-trade of misery by dire and awful prophecy of the terrible happenings which will, of a surety, come to pass. One of the most pronounced types of this kind of person is the average organiser of the "cold tea" persuasion.: [1658, 839, 1915, 939]
divider: [650, 82, 752, 83]
column-3: [565, 50, 836, 1932]
